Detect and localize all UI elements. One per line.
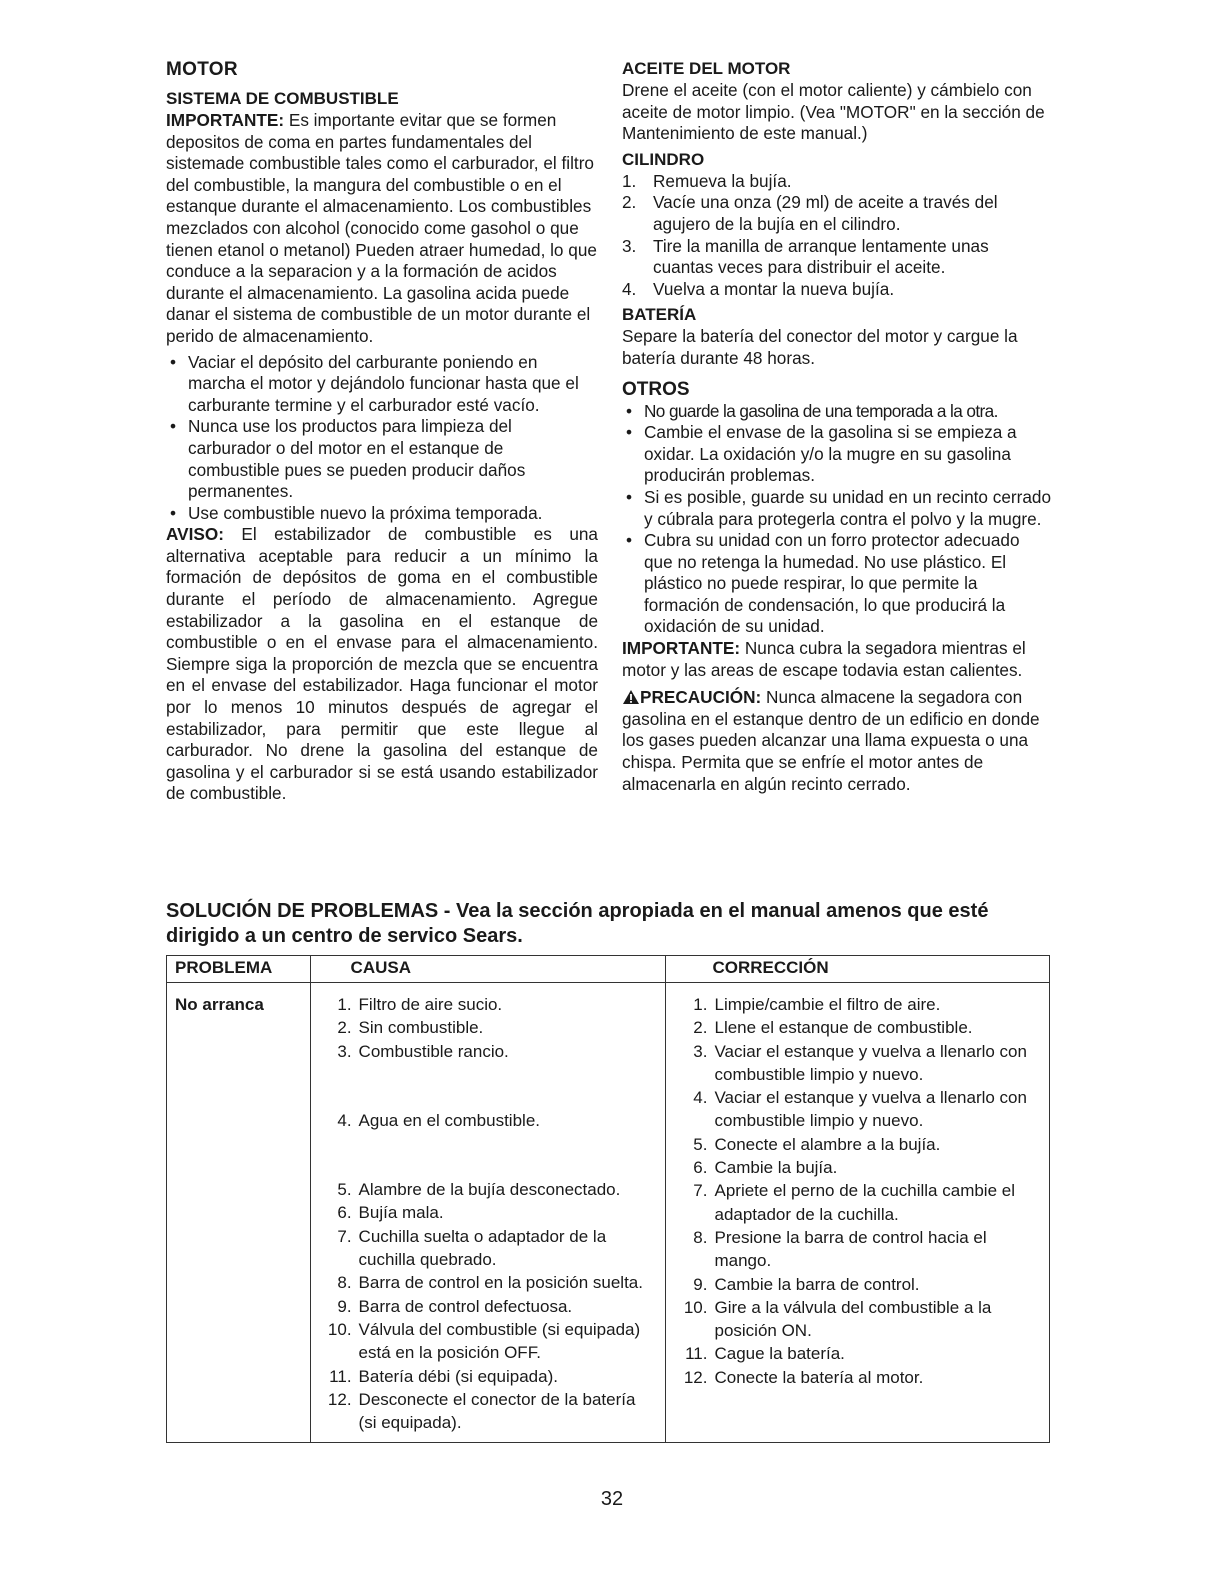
step-number: 4. (622, 278, 637, 299)
table-row (674, 1226, 1041, 1273)
item-number: 11. (685, 1344, 708, 1364)
aceite-paragraph: Drene el aceite (con el motor caliente) y cámbielo con aceite de motor limpio. (Vea "MOTOR" en la sección de Mantenimiento de este manual.) (622, 80, 1045, 144)
precaucion-label: PRECAUCIÓN: (640, 687, 762, 708)
importante-label: IMPORTANTE: (622, 638, 741, 659)
item-number: 1. (337, 995, 352, 1014)
table-row (319, 1109, 658, 1132)
item-number: 4. (693, 1088, 708, 1108)
item-text: Sin combustible. (358, 1018, 484, 1038)
table-row (674, 993, 1041, 1016)
importante-paragraph (166, 110, 598, 348)
item-text: Agua en el combustible. (358, 1110, 540, 1130)
list-item: • Use combustible nuevo la próxima temporada. (166, 503, 598, 525)
list-item: • Vaciar el depósito del carburante poniendo en marcha el motor y dejándolo funcionar hasta que el carburante termine y el carburador esté vacío. (166, 352, 598, 417)
item-number: 7. (337, 1226, 352, 1246)
list-item: • Si es posible, guarde su unidad en un recinto cerrado y cúbrala para protegerla contra el polvo y la mugre. (622, 487, 1052, 530)
item-number: 9. (693, 1274, 708, 1294)
table-row (319, 1201, 658, 1224)
table-row (319, 1318, 658, 1365)
item-text: Filtro de aire sucio. (358, 995, 503, 1014)
item-number: 9. (337, 1296, 352, 1316)
table-row (674, 1179, 1041, 1226)
step-number: 1. (622, 170, 637, 191)
item-number: 4. (337, 1110, 352, 1130)
causa-cell (310, 983, 666, 1443)
solucion-title: SOLUCIÓN DE PROBLEMAS - Vea la sección apropiada en el manual amenos que esté dirigido a un centro de servico Sears. (166, 900, 989, 947)
correccion-cell (666, 983, 1050, 1443)
item-text: Cambie la bujía. (714, 1158, 838, 1178)
correccion-list (674, 993, 1041, 1389)
header-problema: PROBLEMA (167, 956, 311, 983)
item-text: Cambie la barra de control. (714, 1274, 920, 1294)
item-number: 3. (337, 1041, 352, 1061)
header-causa: CAUSA (310, 956, 666, 983)
motor-heading: MOTOR (166, 59, 238, 80)
item-number: 12. (683, 1367, 708, 1387)
storage-bullet-list (166, 352, 598, 525)
importante-text: Es importante evitar que se formen depositos de coma en partes fundamentales del sistemade combustible tales como el carburador, el filtro del combustible, la mangura del combustible o en el estanque durante el almacenamiento. Los combustibles mezclados con alcohol (conocido come gasohol o que tienen etanol o metanol) Pueden atraer humedad, lo que conduce a la separacion y a la formación de acidos durante el almacenamiento. La gasolina acida puede danar el sistema de combustible de un motor durante el perido de almacenamiento. (166, 110, 597, 346)
table-row (319, 1016, 658, 1039)
item-number: 10. (683, 1297, 708, 1317)
bateria-paragraph: Separe la batería del conector del motor y cargue la batería durante 48 horas. (622, 326, 1018, 368)
list-item: • No guarde la gasolina de una temporada a la otra. (622, 401, 1052, 423)
item-number: 5. (693, 1134, 708, 1154)
left-column (166, 58, 598, 805)
item-text: Vaciar el estanque y vuelva a llenarlo con combustible limpio y nuevo. (714, 1088, 1027, 1131)
table-row (674, 1156, 1041, 1179)
item-number: 10. (327, 1319, 352, 1339)
otros-heading: OTROS (622, 378, 690, 400)
troubleshooting-table (166, 955, 1050, 1443)
step-text: Vacíe una onza (29 ml) de aceite a través del agujero de la bujía en el cilindro. (653, 192, 998, 234)
cilindro-heading: CILINDRO (622, 149, 705, 169)
item-number: 7. (693, 1181, 708, 1201)
table-row (674, 1296, 1041, 1343)
table-row (319, 1040, 658, 1063)
table-row (319, 993, 658, 1016)
list-item (622, 192, 1052, 235)
importante-note-text: Nunca cubra la segadora mientras el motor y las areas de escape todavia estan calientes. (622, 638, 1026, 680)
sistema-combustible-heading: SISTEMA DE COMBUSTIBLE (166, 89, 399, 108)
item-number: 6. (693, 1158, 708, 1178)
item-text: Desconecte el conector de la batería (si equipada). (358, 1389, 636, 1433)
aviso-paragraph (166, 524, 598, 805)
row-spacer (319, 1063, 658, 1109)
cilindro-steps (622, 171, 1052, 301)
otros-bullet-list (622, 401, 1052, 639)
item-number: 8. (693, 1227, 708, 1247)
item-text: Barra de control en la posición suelta. (358, 1273, 643, 1293)
item-number: 12. (327, 1389, 352, 1409)
table-row (319, 1365, 658, 1388)
problema-cell: No arranca (167, 983, 311, 1443)
list-item (622, 171, 1052, 193)
precaucion-text: Nunca almacene la segadora con gasolina en el estanque dentro de un edificio en donde los gases pueden alcanzar una llama expuesta o una chispa. Permita que se enfríe el motor antes de almacenarla en algún recinto cerrado. (622, 687, 1040, 794)
warning-triangle-icon (622, 687, 640, 709)
step-number: 3. (622, 235, 637, 256)
step-number: 2. (622, 192, 637, 213)
row-spacer (319, 1132, 658, 1178)
aviso-text: El estabilizador de combustible es una alternativa aceptable para reducir a un mínimo la formación de depósitos de goma en el combustible durante el período de almacenamiento. Agregue estabilizador a la gasolina en el estanque de combustible o en el envase para el almacenamiento. Siempre siga la proporción de mezcla que se encuentra en el envase del estabilizador. Haga funcionar el motor por lo menos 10 minutos después de agregar el estabilizador, para permitir que este llegue al carburador. No drene la gasolina del estanque de gasolina y el carburador si se está usando estabilizador de combustible. (166, 524, 598, 804)
table-row (319, 1295, 658, 1318)
item-number: 2. (693, 1018, 708, 1038)
item-text: Alambre de la bujía desconectado. (358, 1180, 621, 1200)
item-text: Llene el estanque de combustible. (714, 1018, 973, 1038)
item-text: Cague la batería. (714, 1344, 845, 1364)
item-text: Limpie/cambie el filtro de aire. (714, 995, 941, 1014)
right-column (622, 58, 1052, 795)
item-text: Combustible rancio. (358, 1041, 509, 1061)
step-text: Tire la manilla de arranque lentamente unas cuantas veces para distribuir el aceite. (653, 235, 989, 278)
item-number: 8. (337, 1273, 352, 1293)
item-text: Bujía mala. (358, 1203, 444, 1223)
table-row (319, 1225, 658, 1272)
item-number: 6. (337, 1203, 352, 1223)
table-row (674, 1086, 1041, 1133)
item-text: Presione la barra de control hacia el mango. (714, 1227, 987, 1271)
table-row (319, 1271, 658, 1294)
bateria-heading: BATERÍA (622, 305, 697, 325)
item-text: Válvula del combustible (si equipada) está en la posición OFF. (358, 1319, 641, 1363)
item-text: Barra de control defectuosa. (358, 1296, 573, 1316)
page-number: 32 (600, 1488, 624, 1510)
causa-list (319, 993, 658, 1434)
list-item: • Nunca use los productos para limpieza del carburador o del motor en el estanque de combustible pues se pueden producir daños permanentes. (166, 416, 598, 502)
importante-label: IMPORTANTE: (166, 110, 285, 130)
item-number: 3. (693, 1041, 708, 1061)
table-row (674, 1133, 1041, 1156)
table-row (319, 1388, 658, 1435)
importante-note (622, 638, 1052, 681)
item-text: Vaciar el estanque y vuelva a llenarlo con combustible limpio y nuevo. (714, 1041, 1027, 1084)
step-text: Vuelva a montar la nueva bujía. (653, 278, 895, 299)
table-row (674, 1273, 1041, 1296)
header-correccion: CORRECCIÓN (666, 956, 1050, 983)
list-item: • Cubra su unidad con un forro protector adecuado que no retenga la humedad. No use plástico. El plástico no puede respirar, lo que permite la formación de condensación, lo que producirá la oxidación de su unidad. (622, 530, 1052, 638)
precaucion-paragraph (622, 687, 1052, 795)
item-text: Conecte la batería al motor. (714, 1367, 924, 1387)
item-number: 11. (329, 1366, 352, 1386)
item-number: 2. (337, 1018, 352, 1038)
item-text: Apriete el perno de la cuchilla cambie el adaptador de la cuchilla. (714, 1181, 1015, 1224)
table-row (674, 1342, 1041, 1365)
aviso-label: AVISO: (166, 524, 224, 545)
item-number: 5. (337, 1180, 352, 1200)
item-text: Batería débi (si equipada). (358, 1366, 558, 1386)
item-text: Cuchilla suelta o adaptador de la cuchilla quebrado. (358, 1226, 607, 1270)
step-text: Remueva la bujía. (653, 170, 792, 191)
item-number: 1. (693, 995, 708, 1014)
table-row (674, 1016, 1041, 1039)
table-row (674, 1040, 1041, 1087)
item-text: Gire a la válvula del combustible a la posición ON. (714, 1297, 992, 1341)
list-item (622, 279, 1052, 301)
table-row (319, 1178, 658, 1201)
list-item: • Cambie el envase de la gasolina si se empieza a oxidar. La oxidación y/o la mugre en su gasolina producirán problemas. (622, 422, 1052, 487)
item-text: Conecte el alambre a la bujía. (714, 1134, 941, 1154)
aceite-heading: ACEITE DEL MOTOR (622, 59, 791, 78)
list-item (622, 236, 1052, 279)
table-row (674, 1366, 1041, 1389)
